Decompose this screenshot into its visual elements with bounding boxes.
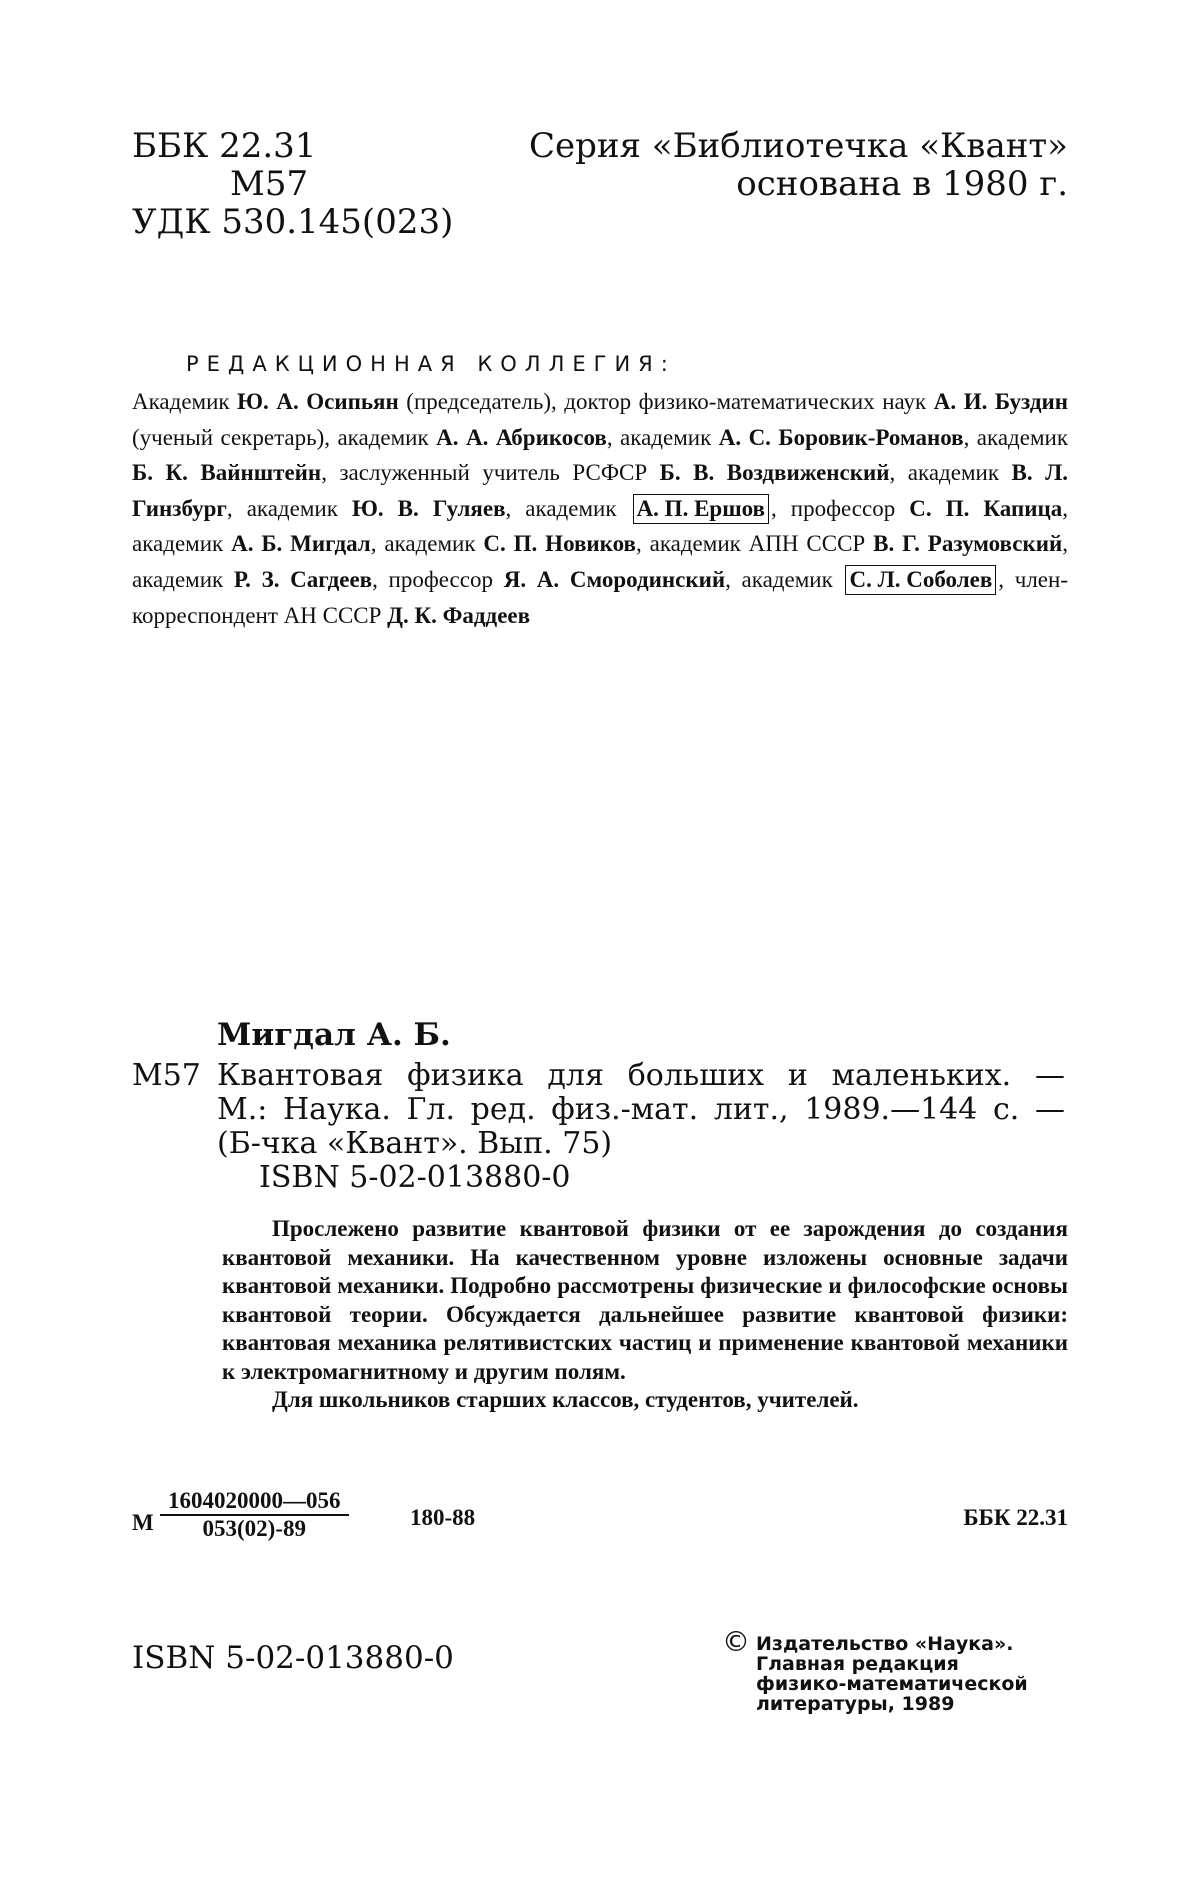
index-number: 180-88 [410,1505,476,1530]
board-text: , академик [505,495,631,521]
catalog-imprint-line: М.: Наука. Гл. ред. физ.-мат. лит., 1989.—144 с. — [217,1092,1065,1127]
board-text: , академик [370,531,484,557]
board-member: Б. В. Воздвиженский [659,460,890,486]
publisher-line: физико-математической [756,1673,1028,1695]
footer-isbn: ISBN 5-02-013880-0 [132,1640,454,1676]
series-title: Серия «Библиотечка «Квант» [528,126,1068,166]
publisher-line: Главная редакция [756,1653,959,1675]
board-member: Б. К. Вайнштейн [132,460,322,486]
udk-code: УДК 530.145(023) [132,202,454,242]
copyright-block [722,1625,1028,1715]
editorial-board-heading: РЕДАКЦИОННАЯ КОЛЛЕГИЯ: [186,352,676,376]
board-text: , заслуженный учитель РСФСР [321,460,660,486]
board-text: , академик [725,566,844,592]
board-member: Д. К. Фаддеев [387,602,531,628]
board-text: , академик [226,495,352,521]
publisher-line: Издательство «Наука». [756,1633,1014,1655]
board-text: Академик [132,389,238,414]
board-text: , академик АПН СССР [635,531,874,557]
board-text: , член-корреспондент АН СССР [132,566,1068,628]
series-founded: основана в 1980 г. [736,164,1068,204]
board-text: , академик [132,531,1068,592]
board-text: , академик [606,424,719,450]
board-text: (председатель), доктор физико-математических наук [398,389,934,414]
board-text: , профессор [770,495,910,521]
board-member: Я. А. Смородинский [503,566,726,592]
bbk-code: ББК 22.31 [132,126,317,166]
board-text: , академик [963,424,1068,450]
index-letter: М [132,1510,154,1535]
board-member: В. Г. Разумовский [873,531,1063,557]
board-text: , академик [132,495,1068,557]
abstract [222,1215,1068,1415]
board-text: , академик [889,460,1012,486]
board-member: С. П. Капица [909,495,1063,521]
board-text: , профессор [372,566,504,592]
catalog-author: Мигдал А. Б. [217,1017,451,1053]
index-fraction [160,1488,349,1542]
board-member: А. И. Буздин [933,389,1069,414]
abstract-paragraph: Прослежено развитие квантовой физики от ее зарождения до создания квантовой механики. На качественном уровне изложены основные задачи квантовой механики. Подробно рассмотрены физические и философские основы квантовой теории. Обсуждается дальнейшее развитие квантовой физики: квантовая механика релятивистских частиц и применение квантовой механики к электромагнитному и другим полям. [222,1216,1068,1384]
catalog-isbn: ISBN 5-02-013880-0 [259,1160,571,1195]
editorial-board-text [132,384,1068,633]
board-member: С. П. Новиков [483,531,636,557]
board-member: В. Л. Гинзбург [132,460,1069,521]
catalog-series-line: (Б-чка «Квант». Вып. 75) [217,1126,613,1161]
publisher-line: литературы, 1989 [756,1693,955,1715]
author-mark-code: М57 [230,164,309,204]
board-member: А. С. Боровик-Романов [718,424,964,450]
index-bbk: ББК 22.31 [963,1505,1068,1530]
board-member-deceased-frame: С. Л. Соболев [845,565,996,595]
board-member-deceased-frame: А. П. Ершов [633,494,769,524]
audience-paragraph: Для школьников старших классов, студентов, учителей. [272,1387,859,1412]
board-member: Ю. В. Гуляев [351,495,506,521]
catalog-code: М57 [132,1058,201,1093]
index-numerator: 1604020000—056 [160,1488,349,1516]
board-member: Р. З. Сагдеев [233,566,373,592]
board-text: (ученый секретарь), академик [132,424,437,450]
board-member: А. А. Абрикосов [436,424,607,450]
copyright-icon: © [722,1625,750,1658]
board-member: А. Б. Мигдал [231,531,371,557]
catalog-description [217,1059,1065,1195]
catalog-title-line: Квантовая физика для больших и маленьких. — [217,1058,1065,1093]
board-member: Ю. А. Осипьян [237,389,399,414]
index-denominator: 053(02)-89 [202,1516,306,1541]
